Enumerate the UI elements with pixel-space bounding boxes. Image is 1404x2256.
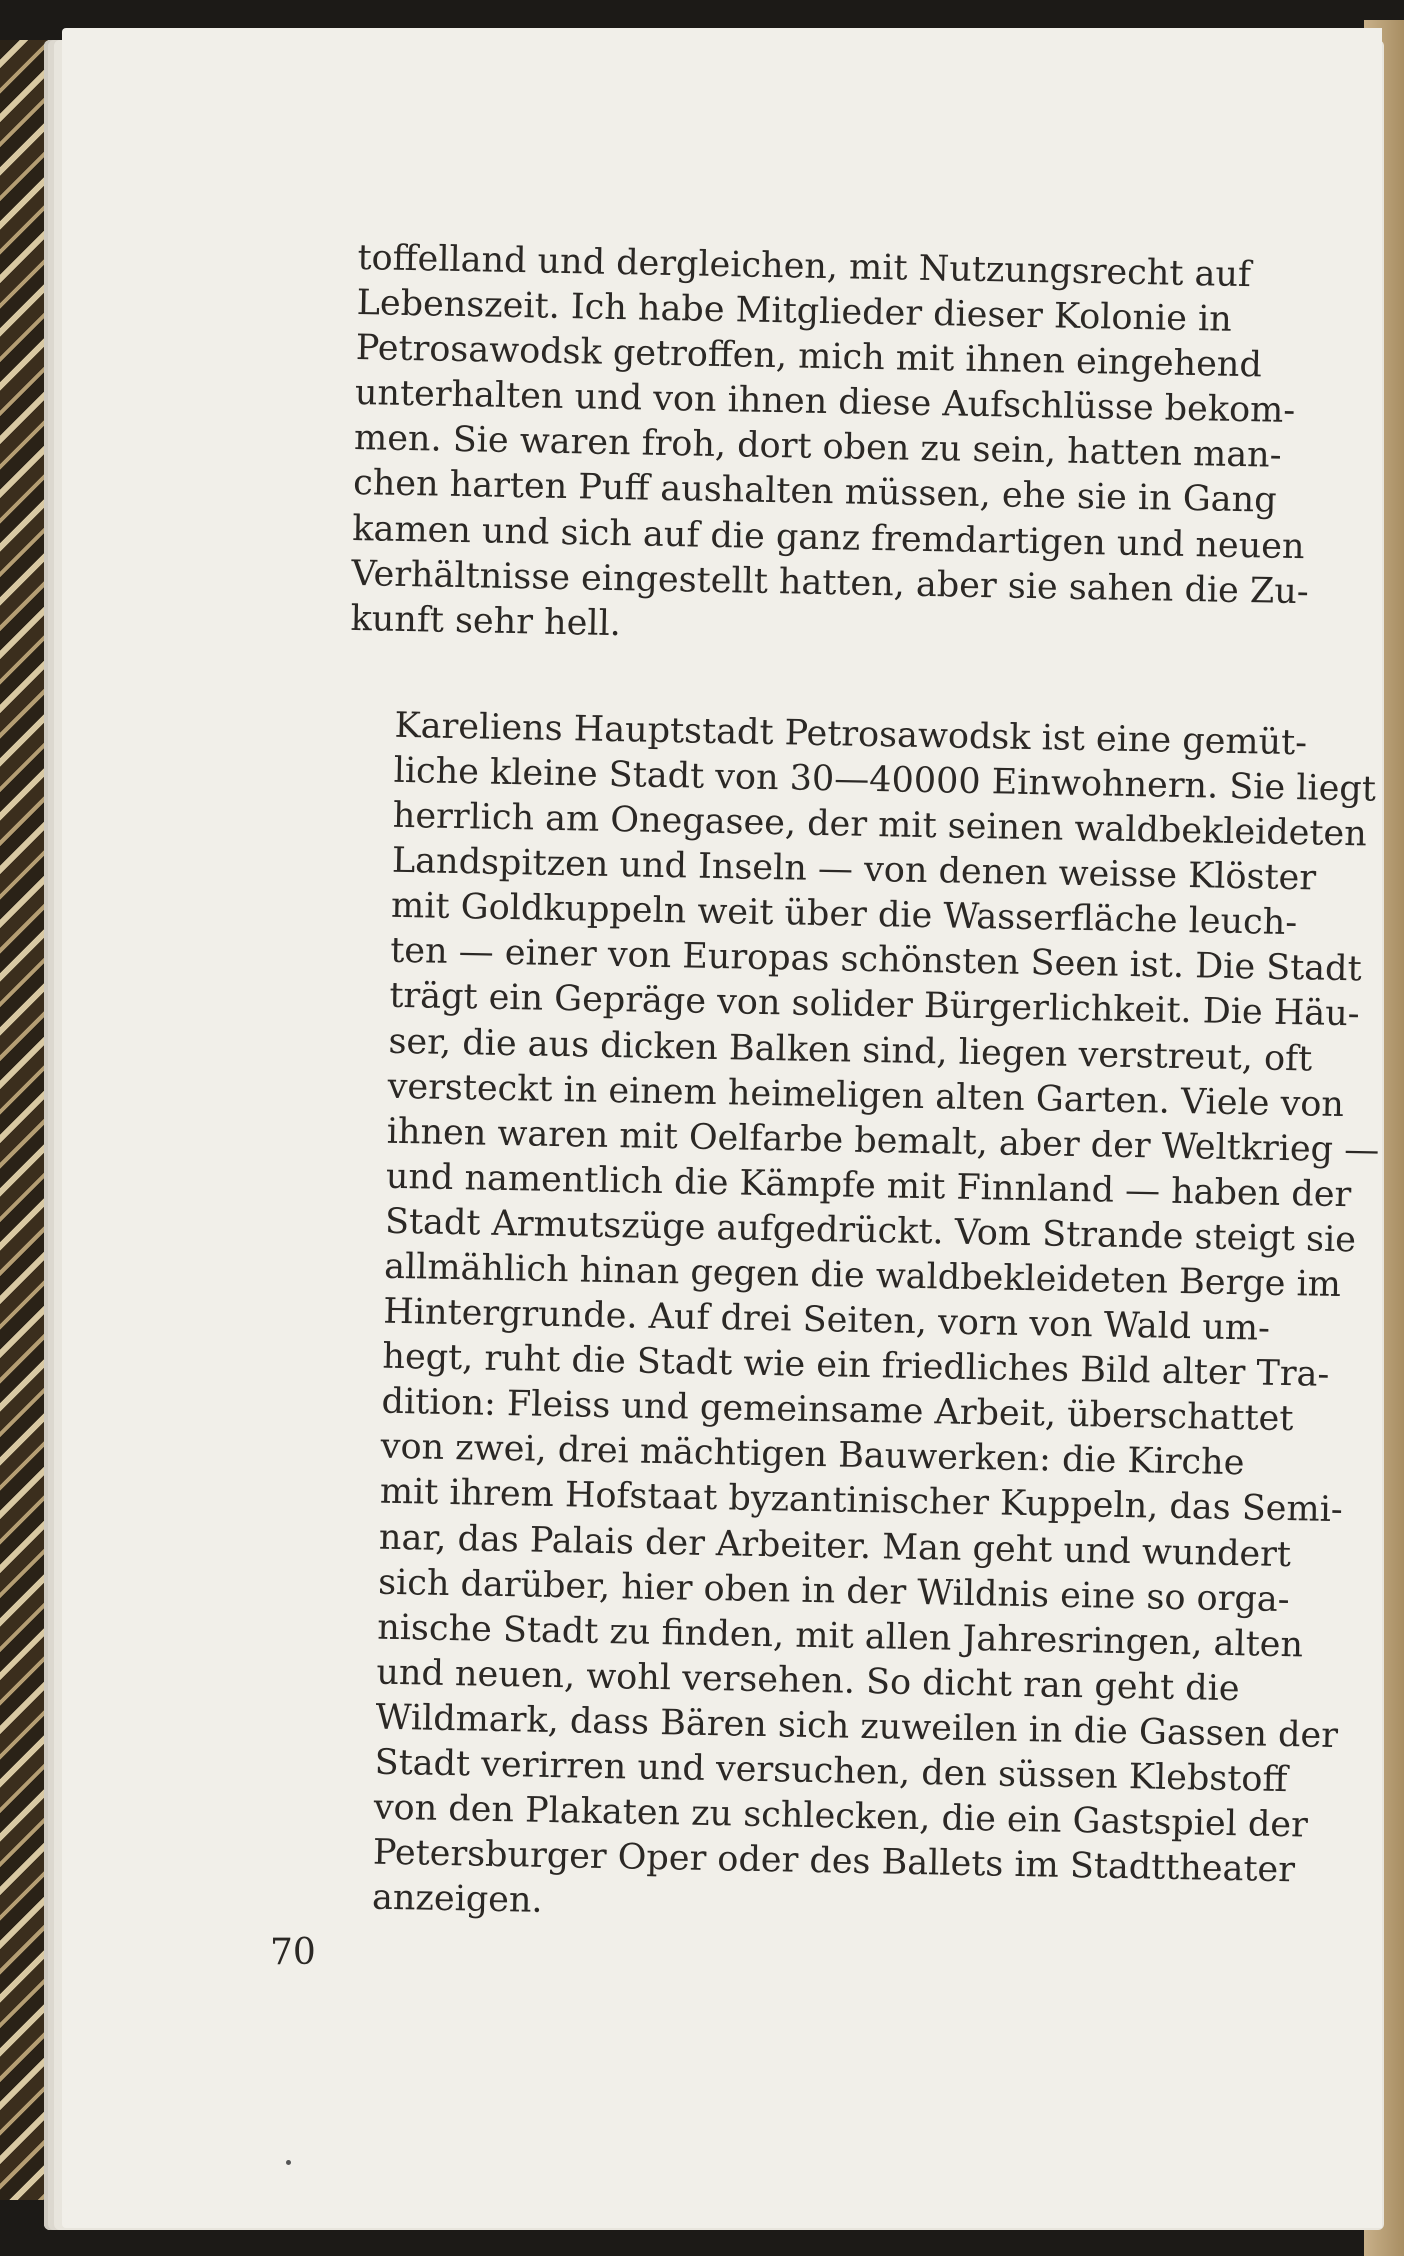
- text-line: nar, das Palais der Arbeiter. Man geht und wundert: [378, 1517, 1292, 1575]
- text-line: und namentlich die Kämpfe mit Finnland — haben der: [385, 1156, 1352, 1216]
- text-line: Kareliens Hauptstadt Petrosawodsk ist eine gemüt-: [394, 705, 1308, 764]
- text-line: kamen und sich auf die ganz fremdartigen und neuen: [351, 508, 1305, 567]
- text-line: men. Sie waren froh, dort oben zu sein, hatten man-: [353, 418, 1282, 477]
- text-line: chen harten Puff aushalten müssen, ehe sie in Gang: [352, 463, 1277, 522]
- text-line: Wildmark, dass Bären sich zuweilen in die Gassen der: [375, 1697, 1339, 1756]
- text-line: Hintergrunde. Auf drei Seiten, vorn von Wald um-: [382, 1291, 1271, 1349]
- text-line: Lebenszeit. Ich habe Mitglieder dieser Kolonie in: [356, 283, 1233, 340]
- paragraph-1: [350, 236, 1390, 662]
- text-line: liche kleine Stadt von 30—40000 Einwohnern. Sie liegt: [393, 750, 1377, 810]
- text-line: versteckt in einem heimeligen alten Garten. Viele von: [387, 1066, 1345, 1125]
- text-line: sich darüber, hier oben in der Wildnis eine so orga-: [377, 1562, 1290, 1620]
- text-line: herrlich am Onegasee, der mit seinen waldbekleideten: [392, 795, 1368, 855]
- page-number: 70: [270, 1932, 316, 1973]
- text-line: ihnen waren mit Oelfarbe bemalt, aber der Weltkrieg —: [386, 1111, 1380, 1171]
- ink-speck: [286, 2160, 291, 2165]
- text-line: Petersburger Oper oder des Ballets im Stadttheater: [372, 1832, 1296, 1891]
- text-line: Petrosawodsk getroffen, mich mit ihnen eingehend: [355, 328, 1263, 386]
- body-text: [326, 236, 1390, 1940]
- text-line: allmählich hinan gegen die waldbekleideten Berge im: [383, 1246, 1342, 1306]
- text-line: ser, die aus dicken Balken sind, liegen verstreut, oft: [388, 1021, 1313, 1079]
- text-line: mit ihrem Hofstaat byzantinischer Kuppeln, das Semi-: [379, 1472, 1344, 1531]
- text-line: anzeigen.: [371, 1877, 543, 1922]
- text-line: hegt, ruht die Stadt wie ein friedliches Bild alter Tra-: [382, 1336, 1330, 1396]
- text-line: Stadt verirren und versuchen, den süssen Klebstoff: [374, 1742, 1288, 1801]
- text-line: mit Goldkuppeln weit über die Wasserfläche leuch-: [390, 885, 1298, 944]
- text-line: ten — einer von Europas schönsten Seen ist. Die Stadt: [389, 931, 1362, 990]
- text-line: dition: Fleiss und gemeinsame Arbeit, überschattet: [381, 1381, 1294, 1440]
- text-line: von zwei, drei mächtigen Bauwerken: die Kirche: [380, 1427, 1245, 1484]
- text-line: und neuen, wohl versehen. So dicht ran geht die: [376, 1652, 1240, 1710]
- text-line: von den Plakaten zu schlecken, die ein Gastspiel der: [373, 1787, 1309, 1846]
- text-line: nische Stadt zu finden, mit allen Jahresringen, alten: [376, 1607, 1304, 1666]
- text-line: Verhältnisse eingestellt hatten, aber sie sahen die Zu-: [351, 553, 1310, 612]
- book-page: [62, 28, 1382, 2228]
- text-line: trägt ein Gepräge von solider Bürgerlichkeit. Die Häu-: [389, 976, 1360, 1035]
- paragraph-2: [326, 703, 1381, 1940]
- text-line: Stadt Armutszüge aufgedrückt. Vom Strande steigt sie: [384, 1201, 1357, 1261]
- text-line: kunft sehr hell.: [350, 598, 622, 644]
- text-line: Landspitzen und Inseln — von denen weisse Klöster: [391, 840, 1317, 899]
- text-line: unterhalten und von ihnen diese Aufschlüsse bekom-: [354, 373, 1296, 432]
- text-line: toffelland und dergleichen, mit Nutzungsrecht auf: [357, 237, 1252, 296]
